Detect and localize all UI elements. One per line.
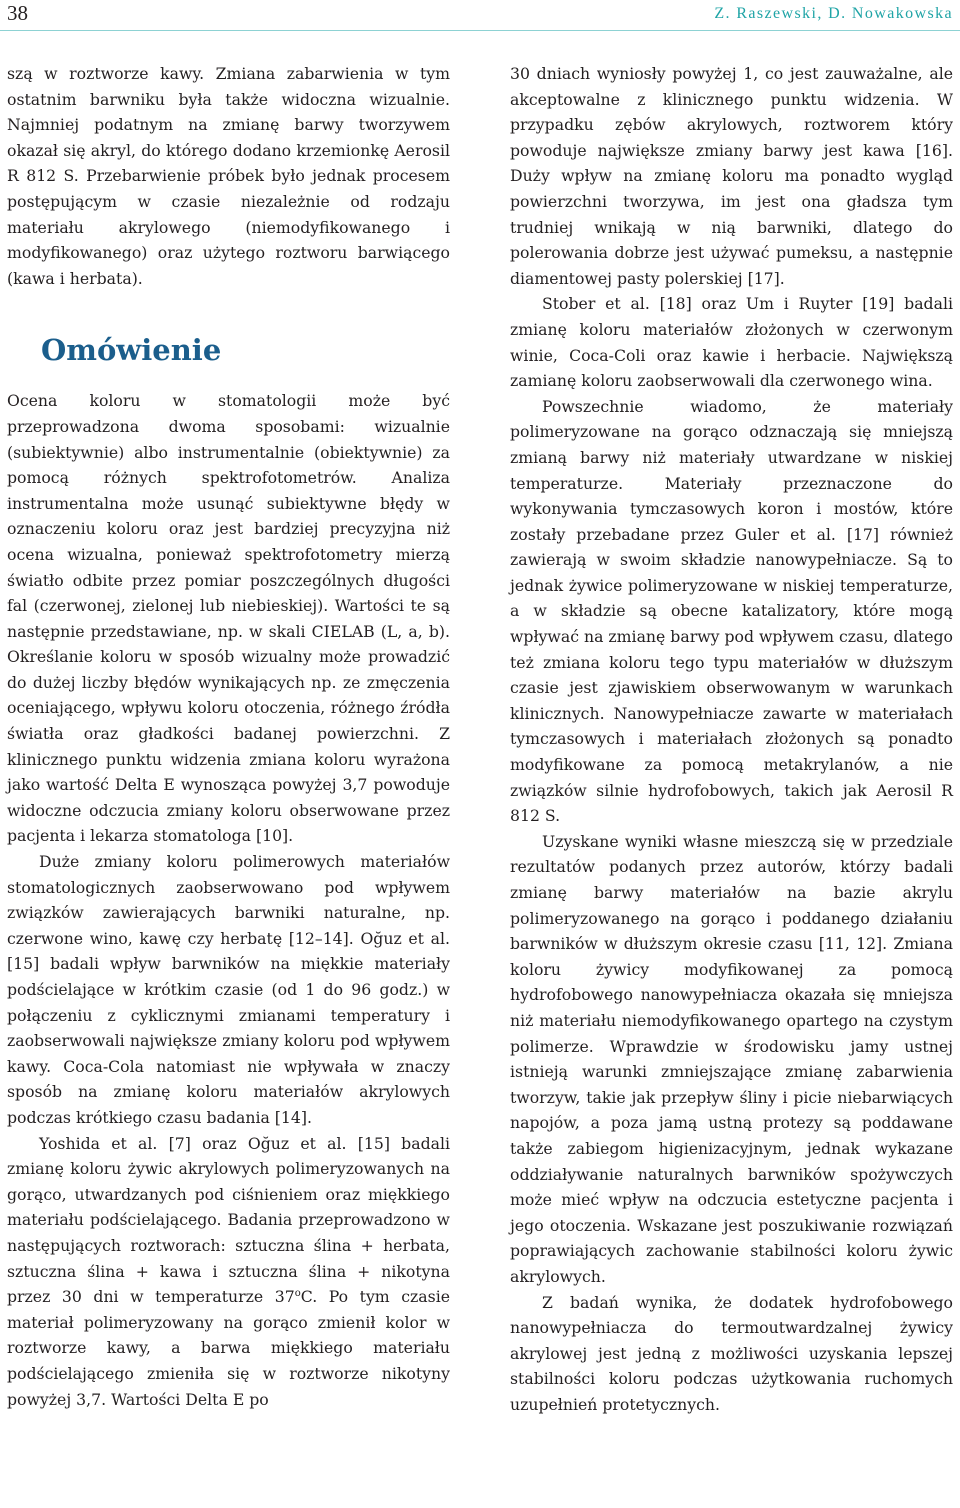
paragraph: Duże zmiany koloru polimerowych materiałów stomatologicznych zaobserwowano pod wpływem związków zawierających barwniki naturalne, np. czerwone wino, kawę czy herbatę [12–14]. Oğuz et al. [15] badali wpływ barwników na miękkie materiały podścielające w krótkim czasie (od 1 do 96 godz.) w połączeniu z cyklicznymi zmianami temperatury i zaobserwowali największe zmiany koloru pod wpływem kawy. Coca-Cola natomiast nie wpływała w znaczy sposób na zmianę koloru materiałów akrylowych podczas krótkiego czasu badania [14]. xyxy=(7,852,450,1127)
degree-superscript: o xyxy=(294,1287,301,1299)
paragraph: Ocena koloru w stomatologii może być przeprowadzona dwoma sposobami: wizualnie (subiektywnie) albo instrumentalnie (obiektywnie) za pomocą różnych spektrofotometrów. Analiza instrumentalna może usunąć subiektywne błędy w oznaczeniu koloru oraz jest bardziej precyzyjna niż ocena wizualna, ponieważ spektrofotometry mierzą światło odbite przez pomiar poszczególnych długości fal (czerwonej, zielonej lub niebieskiej). Wartości te są następnie przedstawiane, np. w skali CIELAB (L, a, b). Określanie koloru w sposób wizualny może prowadzić do dużej liczby błędów wynikających np. ze zmęczenia oceniającego, wpływu koloru otoczenia, różnego źródła światła oraz gładkości badanej powierzchni. Z klinicznego punktu widzenia zmiana koloru wyrażona jako wartość Delta E wynosząca powyżej 3,7 powoduje widoczne odczucia zmiany koloru obserwowane przez pacjenta i lekarza stomatologa [10]. xyxy=(7,391,450,846)
section-heading-omowienie: Omówienie xyxy=(41,333,222,368)
paragraph: Stober et al. [18] oraz Um i Ruyter [19] badali zmianę koloru materiałów złożonych w czerwonym winie, Coca-Coli oraz kawie i herbacie. Największą zamianę koloru zaobserwowali dla czerwonego wina. xyxy=(510,294,953,391)
right-column xyxy=(510,61,953,1417)
running-head-authors: Z. Raszewski, D. Nowakowska xyxy=(714,5,953,22)
paragraph-text: C. Po tym czasie materiał polimeryzowany na gorąco zmienił kolor w roztworze kawy, a barwa miękkiego materiału podścielającego zmieniła się w roztworze nikotyny powyżej 3,7. Wartości Delta E po xyxy=(7,1287,450,1409)
header-rule xyxy=(0,30,960,31)
paragraph: Uzyskane wyniki własne mieszczą się w przedziale rezultatów podanych przez autorów, którzy badali zmianę barwy materiałów na bazie akrylu polimeryzowanego na gorąco i poddanego działaniu barwników w dłuższym okresie czasu [11, 12]. Zmiana koloru żywicy modyfikowanej za pomocą hydrofobowego nanowypełniacza okazała się mniejsza niż materiału niemodyfikowanego opartego na czystym polimerze. Wprawdzie w środowisku jamy ustnej istnieją warunki zmniejszające zmianę zabarwienia tworzyw, takie jak przepływ śliny i picie niebarwiących napojów, a poza jamą ustną protezy są poddawane także zabiegom higienizacyjnym, jednak wykazane oddziaływanie naturalnych barwników spożywczych może mieć wpływ na odczucia estetyczne pacjenta i jego otoczenia. Wskazane jest poszukiwanie rozwiązań poprawiających zachowanie stabilności koloru żywic akrylowych. xyxy=(510,831,953,1286)
left-column xyxy=(7,61,450,1412)
paragraph: Z badań wynika, że dodatek hydrofobowego nanowypełniacza do termoutwardzalnej żywicy akrylowej jest jedną z możliwości uzyskania lepszej stabilności koloru podczas użytkowania ruchomych uzupełnień protetycznych. xyxy=(510,1292,953,1414)
paragraph: Powszechnie wiadomo, że materiały polimeryzowane na gorąco odznaczają się mniejszą zmianą barwy niż materiały utwardzane w niskiej temperaturze. Materiały przeznaczone do wykonywania tymczasowych koron i mostów, które zostały przebadane przez Guler et al. [17] również zawierają w swoim składzie nanowypełniacze. Są to jednak żywice polimeryzowane w niskiej temperaturze, a w składzie są obecne katalizatory, które mogą wpływać na zmianę barwy pod wpływem czasu, dlatego też zmiana koloru tego typu materiałów w dłuższym czasie jest zjawiskiem obserwowanym w warunkach klinicznych. Nanowypełniacze zawarte w materiałach tymczasowych i materiałach złożonych są ponadto modyfikowane za pomocą metakrylanów, a nie związków silnie hydrofobowych, takich jak Aerosil R 812 S. xyxy=(510,396,953,826)
paragraph-continuation: 30 dniach wyniosły powyżej 1, co jest zauważalne, ale akceptowalne z klinicznego punktu widzenia. W przypadku zębów akrylowych, roztworem który powoduje największe zmiany barwy jest kawa [16]. Duży wpływ na zmianę koloru ma ponadto wygląd powierzchni tworzywa, im jest ona gładsza tym trudniej wnikają w nią barwniki, dlatego do polerowania dobrze jest używać pumeksu, a następnie diamentowej pasty polerskiej [17]. xyxy=(510,64,953,288)
page-header xyxy=(0,0,960,30)
paragraph-text: Yoshida et al. [7] oraz Oğuz et al. [15] badali zmianę koloru żywic akrylowych polimeryzowanych na gorąco, utwardzanych pod ciśnieniem oraz miękkiego materiału podścielającego. Badania przeprowadzono w następujących roztworach: sztuczna ślina + herbata, sztuczna ślina + kawa i sztuczna ślina + nikotyna przez 30 dni w temperaturze 37 xyxy=(7,1133,450,1307)
paragraph xyxy=(7,1131,450,1413)
paragraph-continuation: szą w roztworze kawy. Zmiana zabarwienia w tym ostatnim barwniku była także widoczna wizualnie. Najmniej podatnym na zmianę barwy tworzywem okazał się akryl, do którego dodano krzemionkę Aerosil R 812 S. Przebarwienie próbek było jednak procesem postępującym w czasie niezależnie od rodzaju materiału akrylowego (niemodyfikowanego i modyfikowanego) oraz użytego roztworu barwiącego (kawa i herbata). xyxy=(7,64,450,288)
page-number: 38 xyxy=(7,1,28,25)
